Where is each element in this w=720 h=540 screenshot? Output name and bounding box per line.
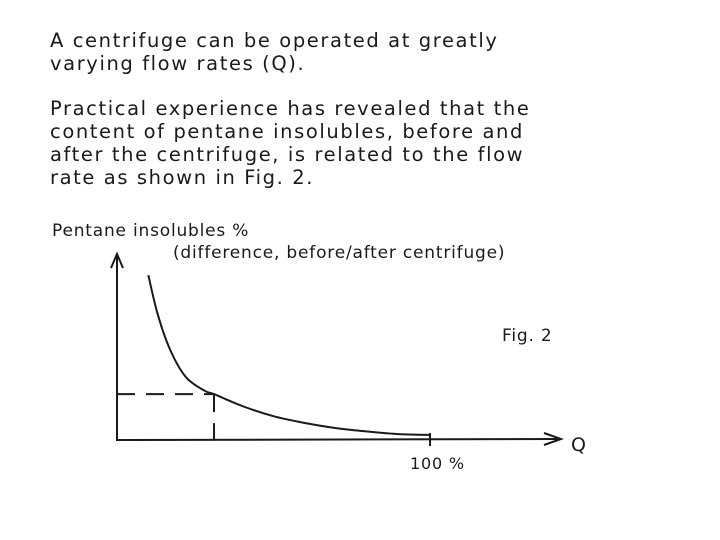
curve-series	[148, 275, 430, 435]
x-axis	[117, 439, 560, 440]
intro-paragraph: A centrifuge can be operated at greatly varying flow rates (Q).	[50, 29, 499, 75]
experience-paragraph: Practical experience has revealed that the content of pentane insolubles, before and after the centrifuge, is related to the flow rate as shown in Fig. 2.	[50, 97, 531, 189]
x-tick-label: 100 %	[410, 454, 465, 473]
y-axis-label: Pentane insolubles %	[52, 221, 250, 241]
y-axis-sublabel: (difference, before/after centrifuge)	[173, 243, 506, 263]
x-axis-label: Q	[571, 434, 587, 456]
figure-label: Fig. 2	[502, 326, 553, 346]
